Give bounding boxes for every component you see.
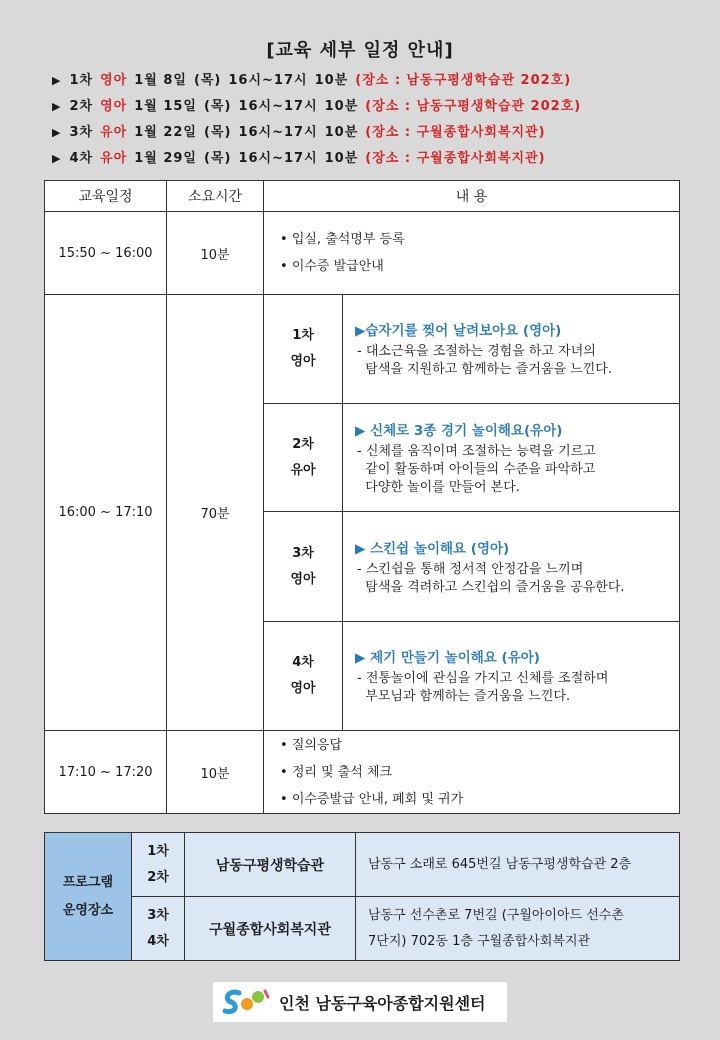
activity-desc: - 전통놀이에 관심을 가지고 신체를 조절하며 부모님과 함께하는 즐거움을 느낀다.: [357, 671, 609, 704]
activity-desc: - 대소근육을 조절하는 경험을 하고 자녀의 탐색을 지원하고 함께하는 즐거움을 느낀다.: [357, 344, 612, 377]
location-name: 구월종합사회복지관: [185, 897, 356, 961]
session-content: [343, 512, 680, 622]
table-row: [45, 897, 680, 961]
session-content: [343, 622, 680, 731]
cell-time: 17:10 ~ 17:20: [45, 731, 167, 814]
schedule-item: ▶ 2차 영아 1월 15일 (목) 16시~17시 10분 (장소 : 남동구평생학습관 202호): [52, 94, 692, 120]
schedule-item: ▶ 1차 영아 1월 8일 (목) 16시~17시 10분 (장소 : 남동구평생학습관 202호): [52, 68, 692, 94]
session-round: 1차 영아: [264, 295, 343, 404]
list-item: • 정리 및 출석 체크: [280, 764, 393, 780]
col-header-schedule: 교육일정: [45, 181, 167, 212]
session-round: 3차 영아: [264, 512, 343, 622]
activity-desc: - 스킨쉽을 통해 정서적 안정감을 느끼며 탐색을 격려하고 스킨쉽의 즐거움을 공유한다.: [357, 561, 625, 595]
triangle-bullet-icon: ▶: [52, 100, 62, 113]
activity-title: ▶ 신체로 3종 경기 놀이해요(유아): [355, 422, 563, 439]
activity-title: ▶습자기를 찢어 날려보아요 (영아): [355, 323, 562, 339]
table-row: [45, 731, 680, 814]
location-label: 프로그램 운영장소: [45, 833, 132, 961]
session-round: 2차 유아: [264, 404, 343, 512]
list-item: • 입실, 출석명부 등록: [280, 232, 405, 247]
list-item: • 이수증 발급안내: [280, 259, 384, 274]
activity-title: ▶ 스킨쉽 놀이해요 (영아): [355, 540, 510, 557]
table-row: [45, 212, 680, 295]
cell-time: 16:00 ~ 17:10: [45, 295, 167, 731]
col-header-content: 내 용: [264, 181, 680, 212]
triangle-bullet-icon: ▶: [52, 126, 62, 139]
activity-desc: - 신체를 움직이며 조절하는 능력을 기르고 같이 활동하며 아이들의 수준을 파악하고 다양한 놀이를 만들어 본다.: [357, 443, 596, 495]
page-title: [교육 세부 일정 안내]: [266, 40, 454, 61]
schedule-item: ▶ 4차 유아 1월 29일 (목) 16시~17시 10분 (장소 : 구월종합사회복지관): [52, 146, 692, 172]
session-round: 4차 영아: [264, 622, 343, 731]
triangle-bullet-icon: ▶: [52, 152, 62, 165]
center-logo-icon: [221, 987, 271, 1017]
table-row: [45, 833, 680, 897]
schedule-item: ▶ 3차 유아 1월 22일 (목) 16시~17시 10분 (장소 : 구월종합사회복지관): [52, 120, 692, 146]
session-content: [343, 295, 680, 404]
cell-duration: 70분: [167, 295, 264, 731]
table-row: [45, 295, 680, 404]
list-item: • 이수증발급 안내, 폐회 및 귀가: [280, 791, 464, 807]
schedule-table: [44, 180, 680, 814]
round-cell: 3차 4차: [132, 897, 185, 961]
cell-time: 15:50 ~ 16:00: [45, 212, 167, 295]
table-header-row: [45, 181, 680, 212]
round-cell: 1차 2차: [132, 833, 185, 897]
activity-title: ▶ 제기 만들기 놀이해요 (유아): [355, 650, 540, 666]
cell-duration: 10분: [167, 731, 264, 814]
col-header-duration: 소요시간: [167, 181, 264, 212]
cell-duration: 10분: [167, 212, 264, 295]
footer-banner: [213, 982, 507, 1022]
schedule-list: [52, 68, 692, 172]
triangle-bullet-icon: ▶: [52, 74, 62, 87]
list-item: • 질의응답: [280, 737, 343, 753]
location-table: [44, 832, 680, 961]
session-content: [343, 404, 680, 512]
cell-content: [264, 212, 680, 295]
location-address: 남동구 소래로 645번길 남동구평생학습관 2층: [356, 833, 680, 897]
footer-org-name: 인천 남동구육아종합지원센터: [279, 993, 486, 1013]
cell-content: [264, 731, 680, 814]
location-address: 남동구 선수촌로 7번길 (구월아이아드 선수촌 7단지) 702동 1층 구월종합사회복지관: [356, 897, 680, 961]
location-name: 남동구평생학습관: [185, 833, 356, 897]
